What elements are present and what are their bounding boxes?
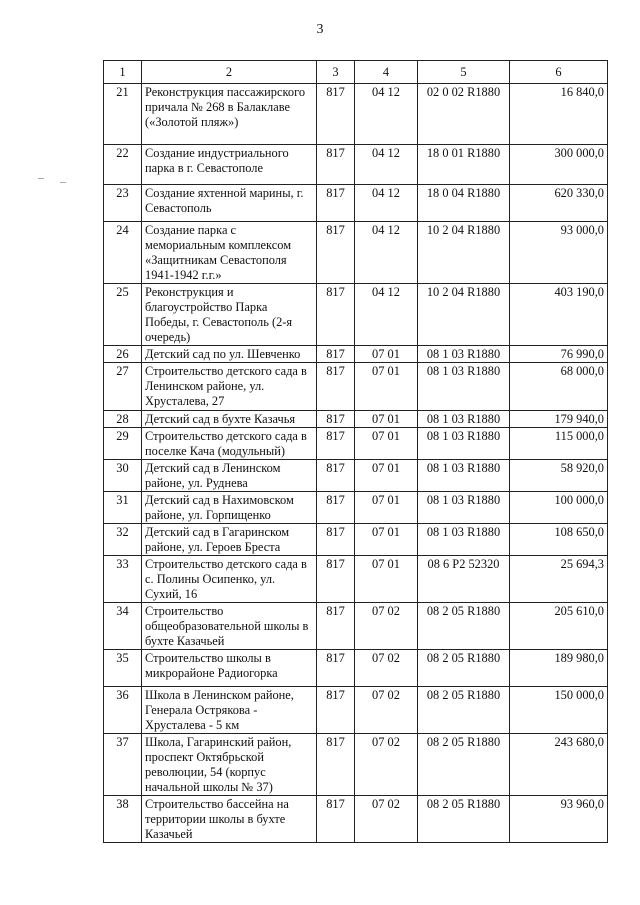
- row-number: 24: [104, 222, 142, 284]
- row-number: 21: [104, 84, 142, 145]
- amount-value: 205 610,0: [510, 603, 608, 650]
- table-row: [104, 411, 608, 428]
- scan-mark: [38, 178, 44, 179]
- column-3-value: 817: [317, 145, 355, 185]
- column-3-value: 817: [317, 492, 355, 524]
- column-3-value: 817: [317, 687, 355, 734]
- table-row: [104, 346, 608, 363]
- row-number: 33: [104, 556, 142, 603]
- row-number: 29: [104, 428, 142, 460]
- object-name: Строительство общеобразовательной школы в бухте Казачьей: [142, 603, 317, 650]
- row-number: 32: [104, 524, 142, 556]
- row-number: 23: [104, 185, 142, 222]
- column-3-value: 817: [317, 363, 355, 411]
- column-4-value: 07 02: [355, 687, 418, 734]
- object-name: Детский сад в Нахимовском районе, ул. Горпищенко: [142, 492, 317, 524]
- column-3-value: 817: [317, 84, 355, 145]
- column-3-value: 817: [317, 796, 355, 843]
- object-name: Строительство детского сада в Ленинском районе, ул. Хрусталева, 27: [142, 363, 317, 411]
- column-5-value: 10 2 04 R1880: [418, 222, 510, 284]
- column-header: 1: [104, 61, 142, 84]
- table-row: [104, 145, 608, 185]
- amount-value: 76 990,0: [510, 346, 608, 363]
- object-name: Детский сад по ул. Шевченко: [142, 346, 317, 363]
- column-5-value: 08 1 03 R1880: [418, 411, 510, 428]
- amount-value: 403 190,0: [510, 284, 608, 346]
- row-number: 27: [104, 363, 142, 411]
- column-5-value: 08 2 05 R1880: [418, 687, 510, 734]
- column-4-value: 07 01: [355, 428, 418, 460]
- column-4-value: 07 02: [355, 734, 418, 796]
- column-4-value: 07 02: [355, 603, 418, 650]
- column-3-value: 817: [317, 524, 355, 556]
- scan-mark: [60, 182, 66, 183]
- table-row: [104, 556, 608, 603]
- row-number: 28: [104, 411, 142, 428]
- object-name: Строительство бассейна на территории школы в бухте Казачьей: [142, 796, 317, 843]
- table-body: [104, 84, 608, 843]
- row-number: 26: [104, 346, 142, 363]
- column-5-value: 08 6 P2 52320: [418, 556, 510, 603]
- column-4-value: 07 02: [355, 796, 418, 843]
- object-name: Строительство школы в микрорайоне Радиогорка: [142, 650, 317, 687]
- amount-value: 25 694,3: [510, 556, 608, 603]
- object-name: Школа в Ленинском районе, Генерала Острякова - Хрусталева - 5 км: [142, 687, 317, 734]
- table-row: [104, 603, 608, 650]
- amount-value: 108 650,0: [510, 524, 608, 556]
- column-4-value: 04 12: [355, 185, 418, 222]
- column-5-value: 08 2 05 R1880: [418, 650, 510, 687]
- row-number: 34: [104, 603, 142, 650]
- column-4-value: 07 01: [355, 411, 418, 428]
- column-3-value: 817: [317, 346, 355, 363]
- column-3-value: 817: [317, 460, 355, 492]
- column-5-value: 08 2 05 R1880: [418, 734, 510, 796]
- table-header-row: [104, 61, 608, 84]
- table-row: [104, 222, 608, 284]
- column-4-value: 07 01: [355, 492, 418, 524]
- column-3-value: 817: [317, 428, 355, 460]
- table-row: [104, 185, 608, 222]
- column-header: 3: [317, 61, 355, 84]
- column-5-value: 08 2 05 R1880: [418, 603, 510, 650]
- column-4-value: 07 02: [355, 650, 418, 687]
- object-name: Детский сад в Гагаринском районе, ул. Героев Бреста: [142, 524, 317, 556]
- amount-value: 93 000,0: [510, 222, 608, 284]
- amount-value: 189 980,0: [510, 650, 608, 687]
- column-5-value: 08 1 03 R1880: [418, 428, 510, 460]
- column-4-value: 07 01: [355, 346, 418, 363]
- amount-value: 58 920,0: [510, 460, 608, 492]
- amount-value: 100 000,0: [510, 492, 608, 524]
- column-4-value: 04 12: [355, 284, 418, 346]
- table-row: [104, 796, 608, 843]
- row-number: 37: [104, 734, 142, 796]
- amount-value: 243 680,0: [510, 734, 608, 796]
- column-4-value: 04 12: [355, 84, 418, 145]
- table-row: [104, 687, 608, 734]
- table-row: [104, 84, 608, 145]
- object-name: Создание индустриального парка в г. Севастополе: [142, 145, 317, 185]
- column-5-value: 18 0 04 R1880: [418, 185, 510, 222]
- column-header: 6: [510, 61, 608, 84]
- object-name: Создание парка с мемориальным комплексом «Защитникам Севастополя 1941-1942 г.г.»: [142, 222, 317, 284]
- row-number: 22: [104, 145, 142, 185]
- column-5-value: 02 0 02 R1880: [418, 84, 510, 145]
- column-4-value: 04 12: [355, 145, 418, 185]
- row-number: 31: [104, 492, 142, 524]
- row-number: 35: [104, 650, 142, 687]
- column-5-value: 18 0 01 R1880: [418, 145, 510, 185]
- object-name: Строительство детского сада в с. Полины Осипенко, ул. Сухий, 16: [142, 556, 317, 603]
- object-name: Детский сад в бухте Казачья: [142, 411, 317, 428]
- column-3-value: 817: [317, 185, 355, 222]
- amount-value: 300 000,0: [510, 145, 608, 185]
- amount-value: 179 940,0: [510, 411, 608, 428]
- table-row: [104, 650, 608, 687]
- table-row: [104, 524, 608, 556]
- column-5-value: 08 1 03 R1880: [418, 346, 510, 363]
- amount-value: 93 960,0: [510, 796, 608, 843]
- amount-value: 68 000,0: [510, 363, 608, 411]
- column-3-value: 817: [317, 556, 355, 603]
- column-3-value: 817: [317, 222, 355, 284]
- row-number: 25: [104, 284, 142, 346]
- row-number: 30: [104, 460, 142, 492]
- amount-value: 16 840,0: [510, 84, 608, 145]
- column-5-value: 10 2 04 R1880: [418, 284, 510, 346]
- table-row: [104, 284, 608, 346]
- table-row: [104, 734, 608, 796]
- column-3-value: 817: [317, 734, 355, 796]
- budget-table: [103, 60, 608, 843]
- object-name: Реконструкция и благоустройство Парка Победы, г. Севастополь (2-я очередь): [142, 284, 317, 346]
- page-number: 3: [316, 22, 324, 37]
- row-number: 36: [104, 687, 142, 734]
- column-5-value: 08 2 05 R1880: [418, 796, 510, 843]
- column-3-value: 817: [317, 284, 355, 346]
- object-name: Реконструкция пассажирского причала № 268 в Балаклаве («Золотой пляж»): [142, 84, 317, 145]
- column-4-value: 07 01: [355, 460, 418, 492]
- column-header: 4: [355, 61, 418, 84]
- amount-value: 115 000,0: [510, 428, 608, 460]
- column-3-value: 817: [317, 603, 355, 650]
- amount-value: 150 000,0: [510, 687, 608, 734]
- amount-value: 620 330,0: [510, 185, 608, 222]
- column-header: 5: [418, 61, 510, 84]
- row-number: 38: [104, 796, 142, 843]
- column-4-value: 07 01: [355, 556, 418, 603]
- object-name: Создание яхтенной марины, г. Севастополь: [142, 185, 317, 222]
- column-header: 2: [142, 61, 317, 84]
- object-name: Школа, Гагаринский район, проспект Октябрьской революции, 54 (корпус начальной школы № 37): [142, 734, 317, 796]
- column-4-value: 04 12: [355, 222, 418, 284]
- column-5-value: 08 1 03 R1880: [418, 524, 510, 556]
- table-row: [104, 428, 608, 460]
- column-5-value: 08 1 03 R1880: [418, 363, 510, 411]
- column-4-value: 07 01: [355, 363, 418, 411]
- column-3-value: 817: [317, 411, 355, 428]
- column-5-value: 08 1 03 R1880: [418, 460, 510, 492]
- table-row: [104, 460, 608, 492]
- column-3-value: 817: [317, 650, 355, 687]
- column-4-value: 07 01: [355, 524, 418, 556]
- table-row: [104, 492, 608, 524]
- column-5-value: 08 1 03 R1880: [418, 492, 510, 524]
- object-name: Строительство детского сада в поселке Кача (модульный): [142, 428, 317, 460]
- table-row: [104, 363, 608, 411]
- object-name: Детский сад в Ленинском районе, ул. Руднева: [142, 460, 317, 492]
